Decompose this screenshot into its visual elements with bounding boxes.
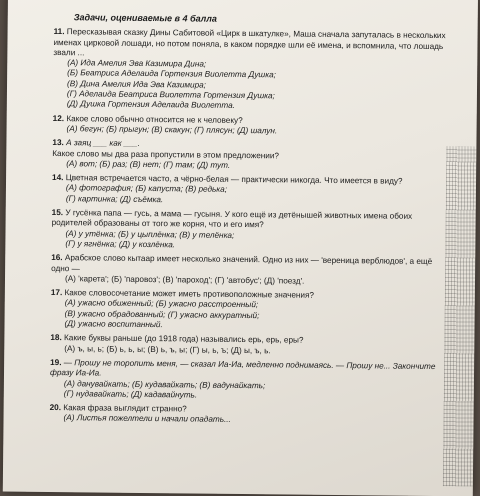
answer-options: (Г) нудавайкать; (Д) кадавайнуть.	[63, 388, 198, 400]
question-17	[50, 288, 446, 333]
answer-options: (А) ъ, ы, ь; (Б) ь, ь, ы; (В) ь, ъ, ы; (Г) ы, ь, ъ; (Д) ы, ъ, ь.	[64, 343, 271, 355]
question-14	[52, 173, 448, 208]
answer-options: (А) Листья пожелтели и начали опадать...	[63, 413, 231, 425]
answer-options: (А) 'карета'; (Б) 'паровоз'; (В) 'пароход'; (Г) 'автобус'; (Д) 'поезд'.	[64, 273, 305, 286]
answer-options: (Г) у ягнёнка; (Д) у козлёнка.	[65, 239, 176, 250]
answer-options: (А) вот; (Б) раз; (В) нет; (Г) там; (Д) тут.	[66, 159, 231, 170]
answer-options: (А) фотография; (Б) капуста; (В) редька;	[65, 183, 228, 195]
question-18	[50, 333, 446, 358]
answer-options: (А) ужасно обиженный; (Б) ужасно расстроенный;	[64, 298, 259, 310]
question-text: Цветная встречается часто, а чёрно-белая — практически никогда. Что имеется в виду?	[65, 173, 403, 186]
question-number: 16.	[51, 253, 63, 263]
question-text-2: Какое слово мы два раза пропустили в этом предложении?	[52, 148, 280, 160]
question-number: 15.	[51, 208, 64, 218]
question-text: Какие буквы раньше (до 1918 года) назывались ерь, ерь, еры?	[64, 333, 304, 345]
question-number: 12.	[52, 113, 65, 123]
question-12	[53, 114, 449, 139]
section-heading: Задачи, оцениваемые в 4 балла	[73, 12, 217, 24]
question-text: У гусёнка папа — гусь, а мама — гусыня. У кого ещё из детёнышей животных имена обоих родителей образованы от того же корня, что и его имя?	[51, 208, 413, 230]
question-text: Какая фраза выглядит странно?	[63, 403, 187, 414]
answer-option: (А) Ида Амелия Эва Казимира Дина;	[67, 58, 207, 69]
question-number: 19.	[50, 357, 62, 368]
answer-option: (Д) Душка Гортензия Аделаида Виолетта.	[66, 99, 236, 111]
answer-options: (Д) ужасно воспитанный.	[64, 319, 163, 330]
question-16	[51, 253, 447, 288]
question-13	[52, 138, 448, 173]
question-11	[53, 27, 450, 114]
question-20	[49, 403, 445, 428]
question-text: Арабское слово кытаар имеет несколько значений. Одно из них — 'вереница верблюдов', а ещё одно —	[51, 253, 433, 273]
question-number: 20.	[49, 403, 62, 413]
answer-option: (Г) Аделаида Беатриса Виолетта Гортензия Душка;	[66, 89, 275, 101]
answer-option: (В) Дина Амелия Ида Эва Казимира;	[67, 78, 207, 90]
answer-options: (А) у утёнка; (Б) у цыплёнка; (В) у телёнка;	[65, 228, 235, 240]
paper-sheet	[3, 0, 478, 496]
question-number: 13.	[52, 138, 64, 148]
question-15	[51, 208, 447, 253]
question-number: 14.	[52, 173, 64, 183]
question-text: Пересказывая сказку Дины Сабитовой «Цирк в шкатулке», Маша сначала запуталась в нескольких именах цирковой лошади, но потом поняла, в каком порядке шли её имена, и вспомнила, что лошадь звали ...	[53, 27, 446, 58]
scan-noise	[443, 146, 477, 486]
question-number: 11.	[53, 27, 65, 37]
question-number: 18.	[50, 333, 62, 343]
question-text: — Прошу не торопить меня, — сказал Иа-Иа, медленно поднимаясь. — Прошу не... Закончите фразу Иа-Иа.	[49, 358, 436, 378]
question-text: А заяц ___ как ___.	[66, 138, 140, 149]
question-19	[50, 358, 446, 403]
answer-options: (А) данувайкать; (Б) кудавайкать; (В) вадунайкать;	[63, 378, 266, 390]
question-text: Какое слово обычно относится не к человеку?	[66, 113, 243, 125]
answer-options: (А) бегун; (Б) прыгун; (В) скакун; (Г) плясун; (Д) шалун.	[66, 124, 278, 136]
answer-options: (В) ужасно обрадованный; (Г) ужасно аккуратный;	[64, 308, 260, 320]
answer-options: (Г) картинка; (Д) съёмка.	[65, 193, 164, 204]
answer-option: (Б) Беатриса Аделаида Гортензия Виолетта Душка;	[67, 68, 276, 80]
document-content	[49, 12, 449, 432]
question-number: 17.	[50, 288, 63, 298]
question-text: Какое словосочетание может иметь противоположные значения?	[64, 288, 315, 300]
